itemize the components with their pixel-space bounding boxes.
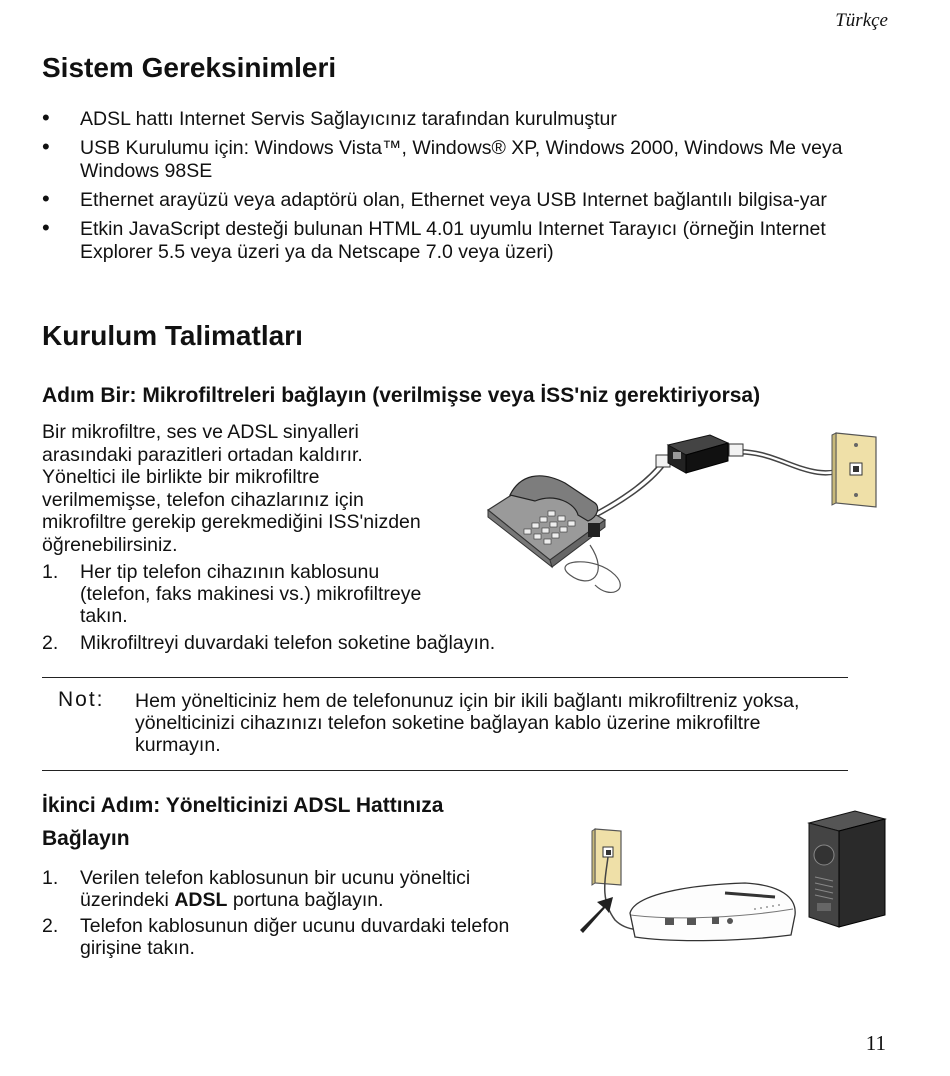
list-item-number: 2. — [42, 915, 59, 937]
microfilter-illustration — [480, 425, 880, 600]
note-top-divider — [42, 677, 848, 678]
list-item-number: 1. — [42, 867, 59, 889]
language-label: Türkçe — [835, 10, 888, 31]
list-item-text: Etkin JavaScript desteği bulunan HTML 4.01 uyumlu Internet Tarayıcı (örneğin Internet Explorer 5.5 veya üzeri ya da Netscape 7.0 veya üzeri) — [80, 218, 826, 263]
note-bottom-divider — [42, 770, 848, 771]
list-item-text: Verilen telefon kablosunun bir ucunu yöneltici üzerindeki — [80, 867, 471, 911]
list-item-text: USB Kurulumu için: Windows Vista™, Windows® XP, Windows 2000, Windows Me veya Windows 98SE — [80, 137, 843, 182]
list-item: • ADSL hattı Internet Servis Sağlayıcınız tarafından kurulmuştur — [42, 105, 617, 130]
list-item-text: Mikrofiltreyi duvardaki telefon soketine bağlayın. — [80, 632, 496, 654]
list-item-number: 1. — [42, 561, 59, 583]
adsl-port-name: ADSL — [174, 889, 228, 911]
list-item — [42, 561, 437, 627]
step1-list-continued — [42, 632, 602, 658]
requirements-list — [42, 105, 902, 270]
list-item — [42, 867, 532, 911]
installation-title: Kurulum Talimatları — [42, 320, 303, 351]
step2-title: İkinci Adım: Yönelticinizi ADSL Hattınıza Bağlayın — [42, 794, 444, 850]
list-item-number: 2. — [42, 632, 59, 654]
list-item-text: Her tip telefon cihazının kablosunu (telefon, faks makinesi vs.) mikrofiltreye takın. — [80, 561, 422, 627]
list-item-text: Ethernet arayüzü veya adaptörü olan, Ethernet veya USB Internet bağlantılı bilgisa-yar — [80, 189, 827, 211]
list-item: • Etkin JavaScript desteği bulunan HTML 4.01 uyumlu Internet Tarayıcı (örneğin Internet Explorer 5.5 veya üzeri ya da Netscape 7.0 veya üzeri) — [42, 215, 826, 263]
step2-list — [42, 867, 532, 963]
list-item: • USB Kurulumu için: Windows Vista™, Windows® XP, Windows 2000, Windows Me veya Windows 98SE — [42, 134, 843, 182]
list-item-text: ADSL hattı Internet Servis Sağlayıcınız tarafından kurulmuştur — [80, 108, 617, 130]
page-number: 11 — [865, 1031, 886, 1055]
list-item: • Ethernet arayüzü veya adaptörü olan, Ethernet veya USB Internet bağlantılı bilgisa-yar — [42, 186, 827, 211]
note-label: Not: — [58, 688, 105, 711]
list-item-text: Telefon kablosunun diğer ucunu duvardaki telefon girişine takın. — [80, 915, 510, 959]
requirements-title: Sistem Gereksinimleri — [42, 52, 337, 83]
step1-list — [42, 561, 437, 631]
note-text: Hem yönelticiniz hem de telefonunuz için bir ikili bağlantı mikrofiltreniz yoksa, yönelticinizi cihazınızı telefon soketine bağlayan kablo üzerine mikrofiltre kurmayın. — [135, 690, 800, 756]
step1-title: Adım Bir: Mikrofiltreleri bağlayın (verilmişse veya İSS'niz gerektiriyorsa) — [42, 384, 761, 407]
step1-intro: Bir mikrofiltre, ses ve ADSL sinyalleri arasındaki parazitleri ortadan kaldırır. Yöneltici ile birlikte bir mikrofiltre verilmemişse, telefon cihazlarınız için mikrofiltre gerekip gerekmediğini ISS'nizden öğrenebilirsiniz. — [42, 421, 421, 556]
list-item-text-end: portuna bağlayın. — [227, 889, 384, 911]
router-connection-illustration — [575, 805, 890, 945]
list-item — [42, 632, 602, 654]
list-item — [42, 915, 532, 959]
